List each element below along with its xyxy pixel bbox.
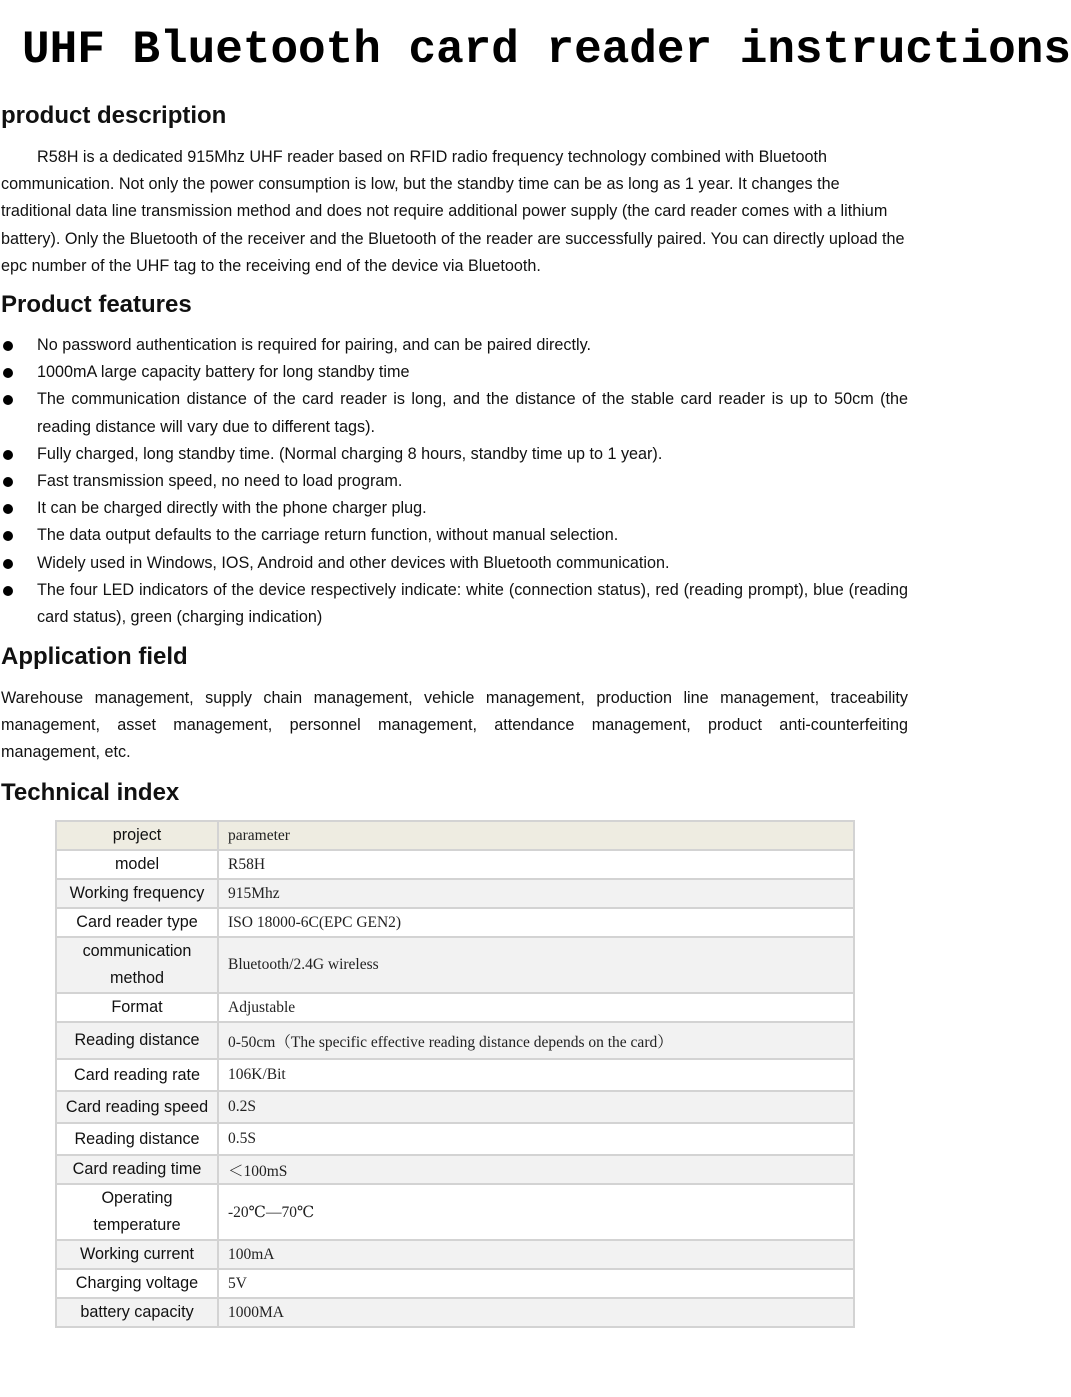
table-value-cell: 0.2S [218, 1091, 854, 1123]
table-key-cell: Card reader type [56, 908, 218, 937]
table-value-cell: R58H [218, 850, 854, 879]
bullet-icon [3, 477, 13, 487]
feature-text: The data output defaults to the carriage return function, without manual selection. [37, 526, 619, 545]
table-row [56, 850, 854, 879]
feature-text: Fully charged, long standby time. (Normal charging 8 hours, standby time up to 1 year). [37, 444, 663, 463]
table-key-cell: Card reading speed [56, 1091, 218, 1123]
feature-item [0, 332, 908, 359]
table-value-cell: 0.5S [218, 1123, 854, 1155]
table-value-cell: 106K/Bit [218, 1059, 854, 1091]
table-value-cell: -20℃—70℃ [218, 1184, 854, 1240]
feature-text: The four LED indicators of the device respectively indicate: white (connection status), red (reading prompt), blue (reading card status), green (charging indication) [37, 580, 908, 627]
table-key-cell: battery capacity [56, 1298, 218, 1327]
table-value-cell: Adjustable [218, 993, 854, 1022]
table-value-cell: ＜100mS [218, 1155, 854, 1184]
table-row [56, 879, 854, 908]
table-row [56, 1022, 854, 1059]
table-value-cell: Bluetooth/2.4G wireless [218, 937, 854, 993]
feature-item [0, 468, 908, 495]
feature-text: Widely used in Windows, IOS, Android and other devices with Bluetooth communication. [37, 553, 670, 572]
heading-product-features: Product features [1, 291, 192, 318]
bullet-icon [3, 341, 13, 351]
bullet-icon [3, 504, 13, 514]
table-key-cell: Working current [56, 1240, 218, 1269]
bullet-icon [3, 395, 13, 405]
table-row [56, 908, 854, 937]
table-value-cell: 100mA [218, 1240, 854, 1269]
feature-item [0, 495, 908, 522]
table-key-cell: Format [56, 993, 218, 1022]
feature-item [0, 441, 908, 468]
bullet-icon [3, 450, 13, 460]
feature-text: Fast transmission speed, no need to load program. [37, 472, 403, 491]
document-title: UHF Bluetooth card reader instructions [22, 24, 1071, 76]
feature-text: No password authentication is required for pairing, and can be paired directly. [37, 336, 591, 354]
table-header-row [56, 821, 854, 850]
feature-text: 1000mA large capacity battery for long standby time [37, 363, 410, 382]
table-key-cell: model [56, 850, 218, 879]
table-header-cell: parameter [218, 821, 854, 850]
technical-index-table [55, 820, 855, 1328]
table-value-cell: 915Mhz [218, 879, 854, 908]
table-value-cell: 5V [218, 1269, 854, 1298]
feature-text: It can be charged directly with the phone charger plug. [37, 499, 427, 518]
feature-item [0, 550, 908, 577]
table-key-cell: Card reading rate [56, 1059, 218, 1091]
table-key-cell: Working frequency [56, 879, 218, 908]
bullet-icon [3, 531, 13, 541]
feature-item [0, 577, 908, 631]
table-key-cell: communication method [56, 937, 218, 993]
table-key-cell: Operating temperature [56, 1184, 218, 1240]
table-value-cell: 1000MA [218, 1298, 854, 1327]
table-row [56, 1269, 854, 1298]
bullet-icon [3, 586, 13, 596]
table-key-cell: Reading distance [56, 1123, 218, 1155]
table-row [56, 1123, 854, 1155]
product-description-text: R58H is a dedicated 915Mhz UHF reader based on RFID radio frequency technology combined with Bluetooth communication. Not only the power consumption is low, but the standby time can be as long as 1 year. It changes the traditional data line transmission method and does not require additional power supply (the card reader comes with a lithium battery). Only the Bluetooth of the receiver and the Bluetooth of the reader are successfully paired. You can directly upload the epc number of the UHF tag to the receiving end of the device via Bluetooth. [1, 148, 905, 275]
feature-text: The communication distance of the card reader is long, and the distance of the stable card reader is up to 50cm (the reading distance will vary due to different tags). [37, 390, 908, 436]
heading-application-field: Application field [1, 643, 188, 670]
features-list [0, 332, 908, 631]
feature-item [0, 386, 908, 440]
table-key-cell: Reading distance [56, 1022, 218, 1059]
table-value-cell: ISO 18000-6C(EPC GEN2) [218, 908, 854, 937]
application-field-text: Warehouse management, supply chain management, vehicle management, production line management, traceability management, asset management, personnel management, attendance management, product anti-counterfeiting management, etc. [1, 689, 908, 762]
bullet-icon [3, 559, 13, 569]
heading-technical-index: Technical index [1, 779, 180, 806]
table-row [56, 1298, 854, 1327]
table-key-cell: Card reading time [56, 1155, 218, 1184]
table-row [56, 1240, 854, 1269]
table-header-cell: project [56, 821, 218, 850]
table-row [56, 1184, 854, 1240]
bullet-icon [3, 368, 13, 378]
table-row [56, 1155, 854, 1184]
table-key-cell: Charging voltage [56, 1269, 218, 1298]
feature-item [0, 522, 908, 549]
heading-product-description: product description [1, 102, 227, 129]
table-row [56, 1059, 854, 1091]
table-row [56, 993, 854, 1022]
feature-item [0, 359, 908, 386]
table-row [56, 937, 854, 993]
table-value-cell: 0-50cm（The specific effective reading distance depends on the card） [218, 1022, 854, 1059]
table-row [56, 1091, 854, 1123]
